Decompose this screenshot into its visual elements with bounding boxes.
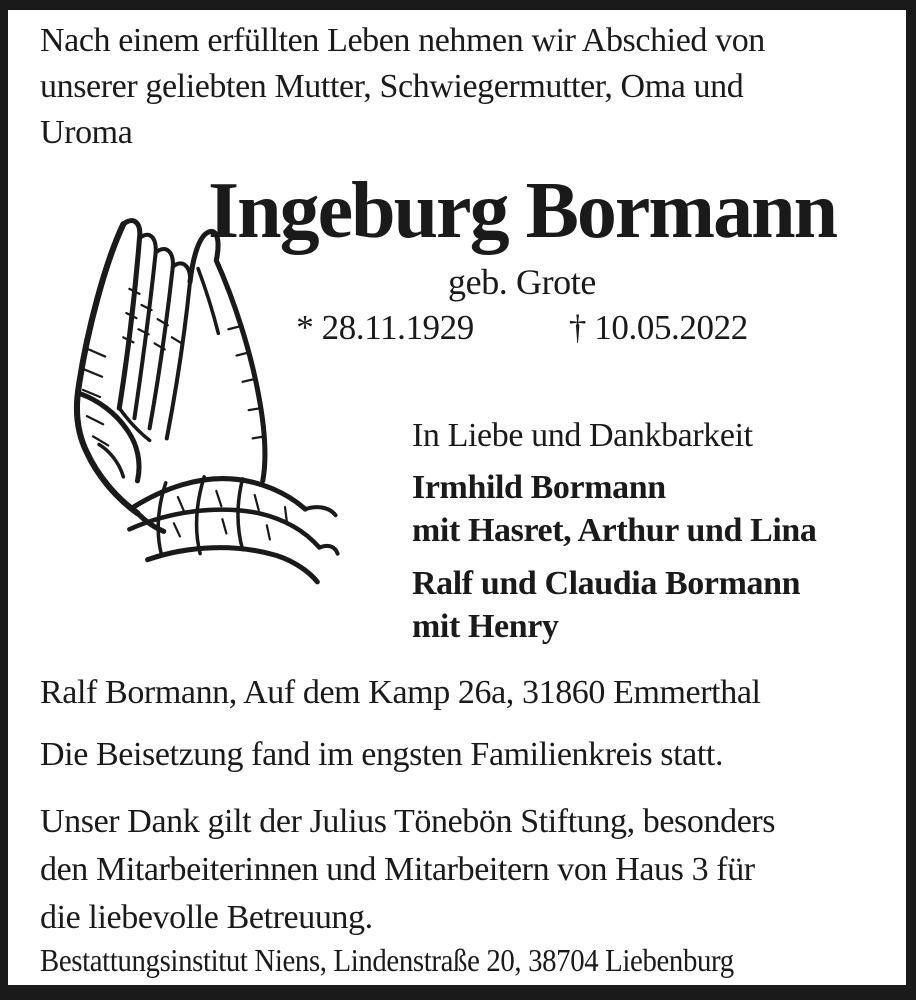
praying-hands-icon xyxy=(36,208,340,592)
mourners-block xyxy=(412,414,817,658)
mourner-group xyxy=(412,562,817,648)
thanks-paragraph xyxy=(40,798,775,942)
intro-paragraph xyxy=(40,18,765,156)
intro-line: Nach einem erfüllten Leben nehmen wir Abschied von xyxy=(40,22,765,59)
intro-line: unserer geliebten Mutter, Schwiegermutter, Oma und xyxy=(40,68,744,105)
deceased-name: Ingeburg Bormann xyxy=(207,167,837,255)
mourner-group xyxy=(412,466,817,552)
thanks-line: die liebevolle Betreuung. xyxy=(40,899,373,936)
thanks-line: den Mitarbeiterinnen und Mitarbeitern von Haus 3 für xyxy=(40,851,755,888)
contact-line: Ralf Bormann, Auf dem Kamp 26a, 31860 Emmerthal xyxy=(40,674,761,711)
maiden-name: geb. Grote xyxy=(448,262,596,302)
notice-content xyxy=(8,10,906,985)
thanks-line: Unser Dank gilt der Julius Tönebön Stiftung, besonders xyxy=(40,803,776,840)
mourner-names: Irmhild Bormann xyxy=(412,469,666,506)
birth-date: * 28.11.1929 xyxy=(296,308,474,347)
mourner-names: Ralf und Claudia Bormann xyxy=(412,565,801,602)
death-date: † 10.05.2022 xyxy=(568,308,748,347)
funeral-home-line: Bestattungsinstitut Niens, Lindenstraße 20, 38704 Liebenburg xyxy=(40,942,734,978)
mourner-with-line: mit Hasret, Arthur und Lina xyxy=(412,512,817,549)
burial-line: Die Beisetzung fand im engsten Familienkreis statt. xyxy=(40,736,724,773)
tribute-line: In Liebe und Dankbarkeit xyxy=(412,417,753,454)
intro-line: Uroma xyxy=(40,114,133,151)
mourner-with-line: mit Henry xyxy=(412,608,559,645)
